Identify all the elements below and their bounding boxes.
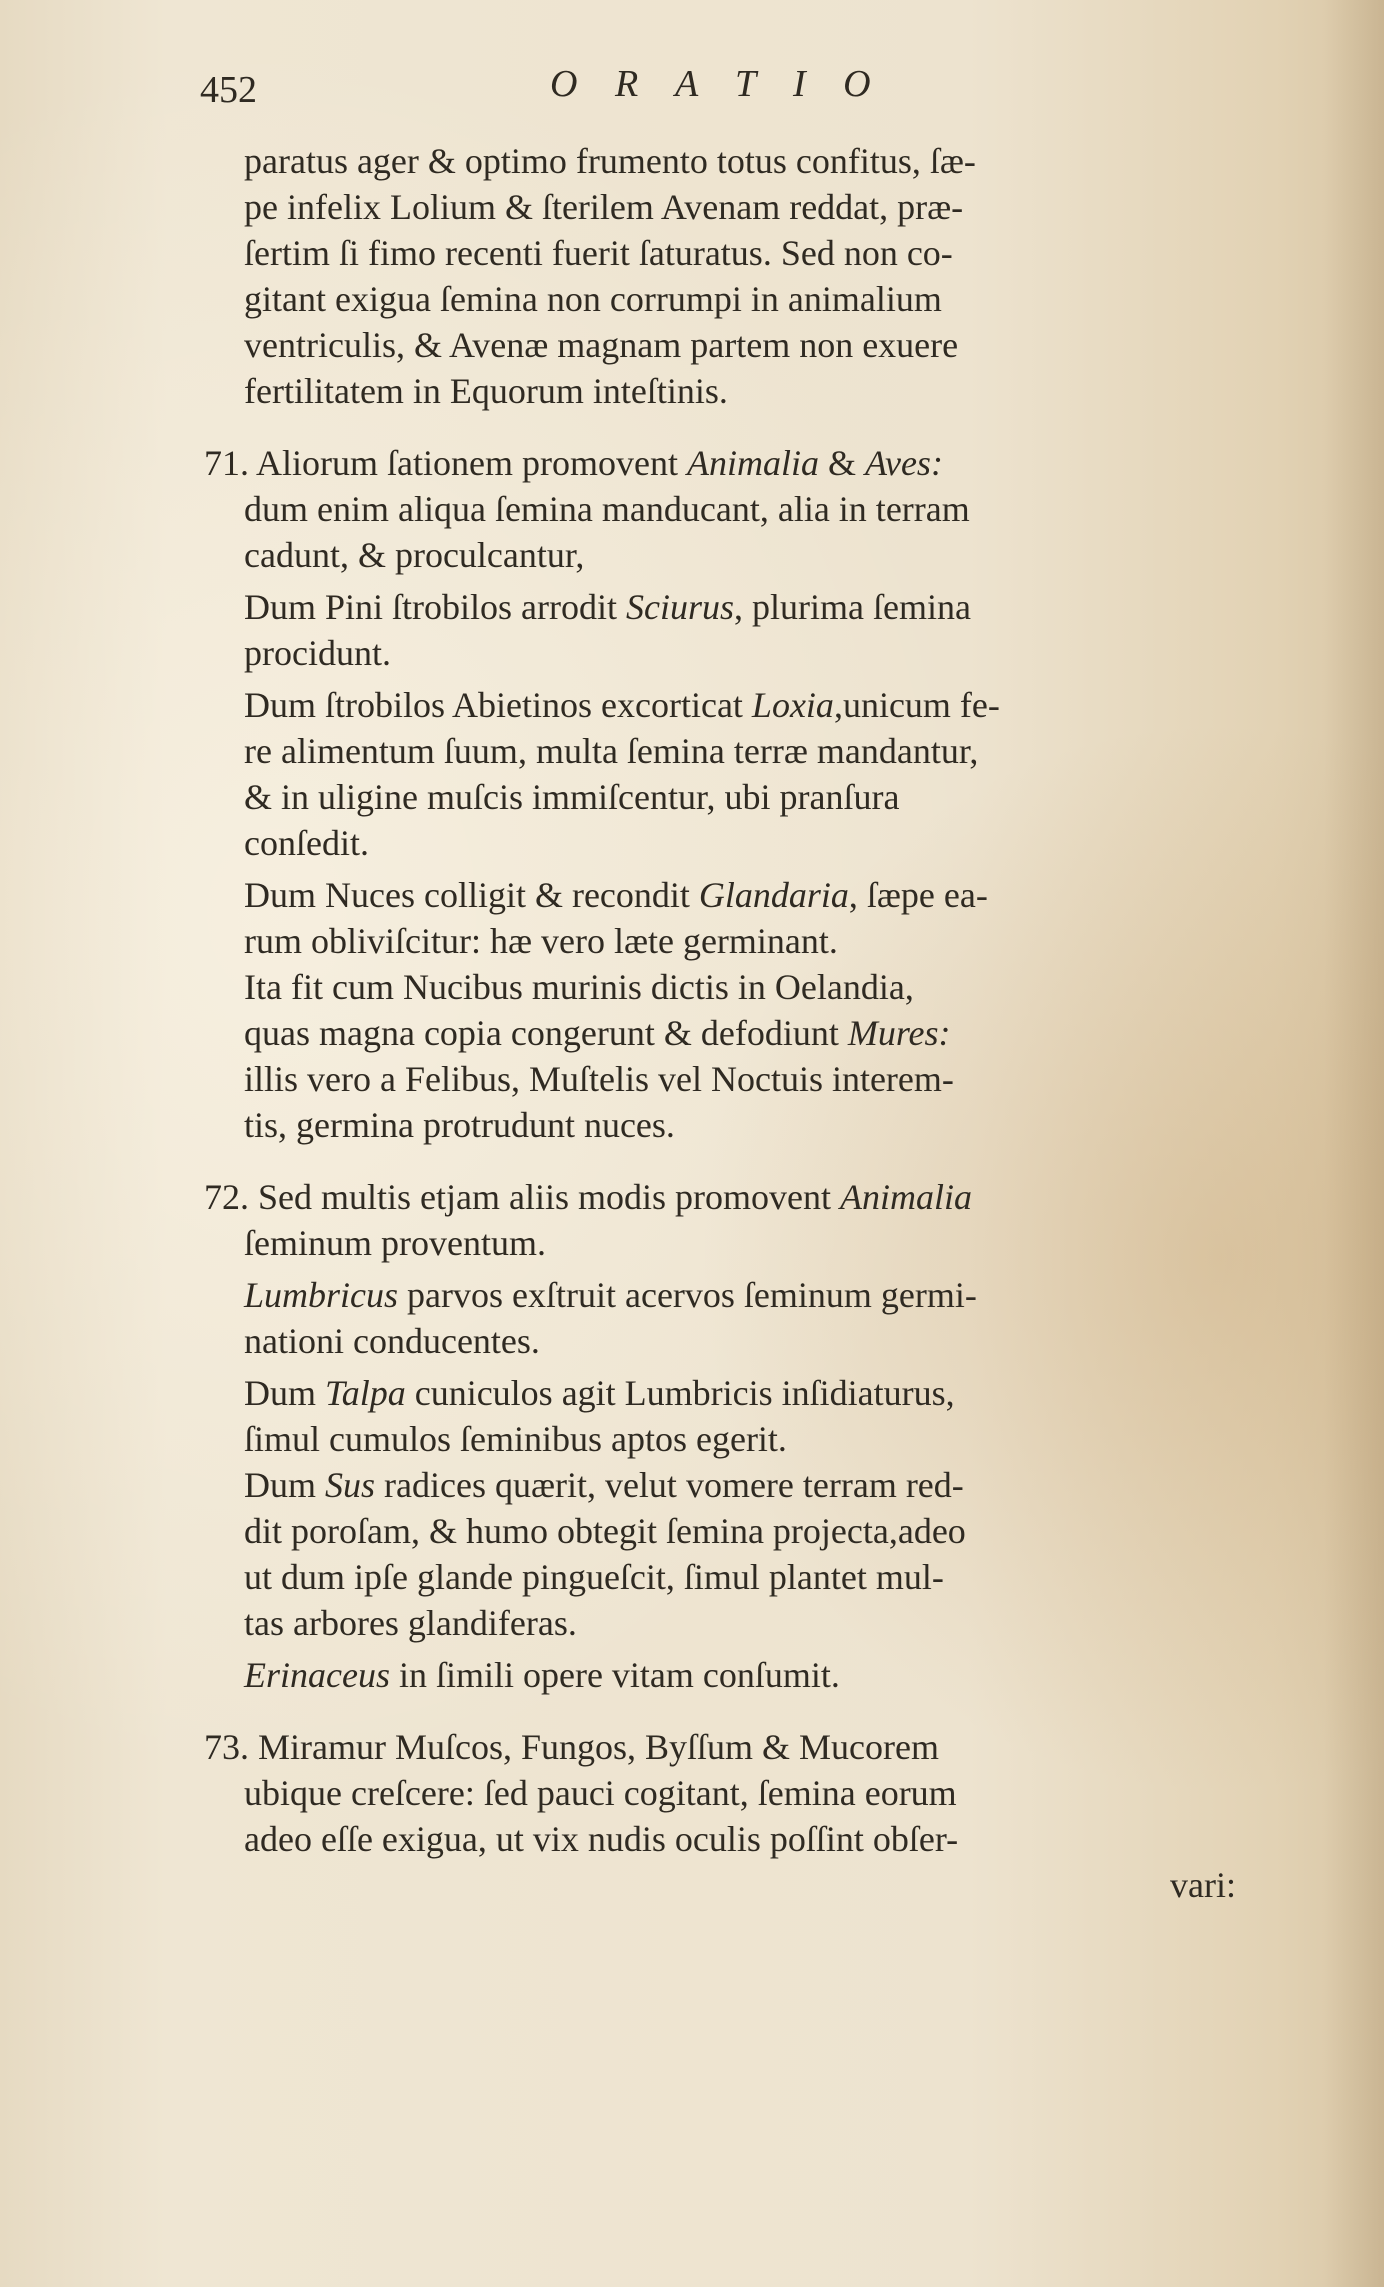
paragraph-71 — [204, 440, 1236, 1148]
italic-term: Glandaria — [698, 875, 849, 915]
text-block — [204, 138, 1236, 1908]
paragraph-number: 73. — [204, 1727, 249, 1767]
text-line: tas arbores glandiferas. — [244, 1603, 577, 1643]
paragraph-72 — [204, 1174, 1236, 1698]
text-line: rum obliviſcitur: hæ vero læte germinant. — [244, 921, 838, 961]
text-line: ut dum ipſe glande pingueſcit, ſimul plantet mul- — [244, 1557, 944, 1597]
text-line: ventriculis, & Avenæ magnam partem non exuere — [244, 325, 959, 365]
text-line: 73. Miramur Muſcos, Fungos, Byſſum & Mucorem — [204, 1727, 939, 1767]
italic-term: Sciurus — [626, 587, 734, 627]
italic-term: Animalia — [686, 443, 819, 483]
text-line: tis, germina protrudunt nuces. — [244, 1105, 675, 1145]
text-line: ſimul cumulos ſeminibus aptos egerit. — [244, 1419, 787, 1459]
italic-term: Loxia — [751, 685, 834, 725]
text-line: Dum ſtrobilos Abietinos excorticat Loxia,unicum fe- — [244, 685, 1000, 725]
text-line: ubique creſcere: ſed pauci cogitant, ſemina eorum — [244, 1773, 957, 1813]
text-line: & in uligine muſcis immiſcentur, ubi pranſura — [244, 777, 900, 817]
text-line: ſertim ſi fimo recenti fuerit ſaturatus. Sed non co- — [244, 233, 953, 273]
text-line: 71. Aliorum ſationem promovent Animalia & Aves: — [204, 443, 943, 483]
running-head: O R A T I O — [550, 63, 885, 105]
text-line: conſedit. — [244, 823, 369, 863]
text-line: quas magna copia congerunt & defodiunt Mures: — [244, 1013, 951, 1053]
text-line: Ita fit cum Nucibus murinis dictis in Oelandia, — [244, 967, 914, 1007]
text-line: Dum Talpa cuniculos agit Lumbricis inſidiaturus, — [244, 1373, 955, 1413]
text-line: pe infelix Lolium & ſterilem Avenam reddat, præ- — [244, 187, 964, 227]
text-line: Erinaceus in ſimili opere vitam conſumit. — [244, 1655, 840, 1695]
text-line: illis vero a Felibus, Muſtelis vel Noctuis interem- — [244, 1059, 954, 1099]
text-line: procidunt. — [244, 633, 391, 673]
paragraph-73 — [204, 1724, 1236, 1908]
italic-term: Lumbricus — [244, 1275, 399, 1315]
text-line: dum enim aliqua ſemina manducant, alia in terram — [244, 489, 970, 529]
text-line: gitant exigua ſemina non corrumpi in animalium — [244, 279, 942, 319]
text-line: dit poroſam, & humo obtegit ſemina projecta,adeo — [244, 1511, 966, 1551]
text-line: Dum Pini ſtrobilos arrodit Sciurus, plurima ſemina — [244, 587, 971, 627]
paragraph-number: 72. — [204, 1177, 249, 1217]
italic-term: Mures: — [847, 1013, 951, 1053]
italic-term: Erinaceus — [244, 1655, 390, 1695]
catchword: vari: — [1170, 1865, 1236, 1905]
text-line: Dum Sus radices quærit, velut vomere terram red- — [244, 1465, 964, 1505]
paragraph-number: 71. — [204, 443, 249, 483]
text-line: Lumbricus parvos exſtruit acervos ſeminum germi- — [244, 1275, 977, 1315]
page-number: 452 — [200, 69, 257, 111]
page-edge-shadow — [1324, 0, 1384, 2287]
text-line: 72. Sed multis etjam aliis modis promovent Animalia — [204, 1177, 972, 1217]
text-line: ſeminum proventum. — [244, 1223, 546, 1263]
text-line: re alimentum ſuum, multa ſemina terræ mandantur, — [244, 731, 979, 771]
text-line: cadunt, & proculcantur, — [244, 535, 585, 575]
italic-term: Aves: — [864, 443, 943, 483]
italic-term: Animalia — [839, 1177, 972, 1217]
text-line: paratus ager & optimo frumento totus confitus, ſæ- — [244, 141, 976, 181]
italic-term: Talpa — [325, 1373, 406, 1413]
text-line: Dum Nuces colligit & recondit Glandaria, ſæpe ea- — [244, 875, 988, 915]
text-line: nationi conducentes. — [244, 1321, 540, 1361]
text-line: adeo eſſe exigua, ut vix nudis oculis poſſint obſer- — [244, 1819, 959, 1859]
italic-term: Sus — [325, 1465, 376, 1505]
text-line: fertilitatem in Equorum inteſtinis. — [244, 371, 728, 411]
paragraph-70-continued — [244, 138, 1236, 414]
